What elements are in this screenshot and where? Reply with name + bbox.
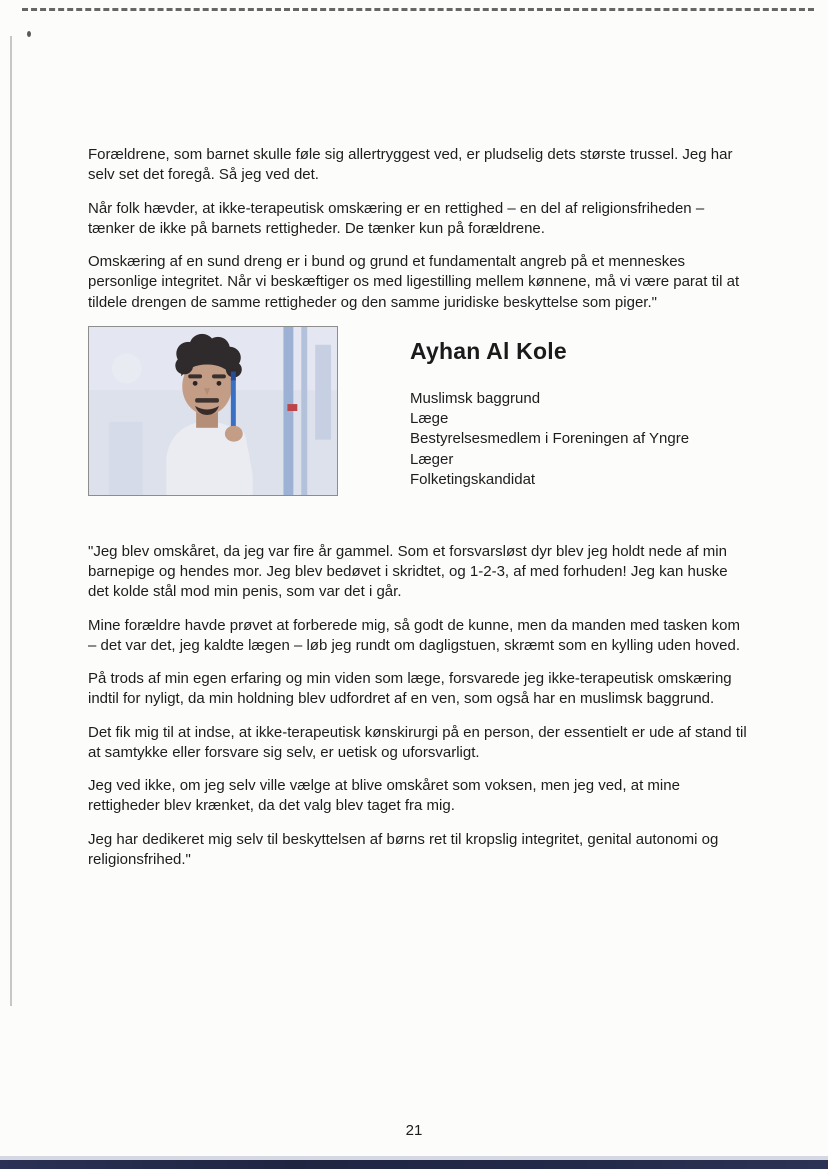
bio-line-occupation: Læge: [410, 410, 449, 428]
scan-artifact-top-edge: [22, 8, 814, 11]
testimony-paragraph-2: Mine forældre havde prøvet at forberede mig, så godt de kunne, men da manden med tasken kom – det var det, jeg kaldte lægen – løb jeg rundt om dagligstuen, skræmt som en kylling uden hoved.: [88, 616, 741, 654]
intro-paragraph-3: Omskæring af en sund dreng er i bund og grund et fundamentalt angreb på et menneskes personlige integritet. Når vi beskæftiger os med ligestilling mellem kønnene, må vi være parat til at tildele drengen de samme rettigheder og den samme juridiske beskyttelse som piger.": [88, 253, 740, 311]
portrait-photo: [88, 326, 338, 496]
profile-bio: [410, 389, 722, 490]
profile-section: [88, 326, 748, 496]
page-number: 21: [405, 1122, 423, 1139]
testimony-paragraph-6: Jeg har dedikeret mig selv til beskyttelsen af børns ret til kropslig integritet, genital autonomi og religionsfrihed.": [88, 830, 719, 868]
bio-line-background: Muslimsk baggrund: [410, 389, 541, 407]
page-content: [88, 145, 748, 883]
testimony-paragraph-4: Det fik mig til at indse, at ikke-terapeutisk kønskirurgi på en person, der essentielt er ude af stand til at samtykke eller forsvare sig selv, er uetisk og uforsvarligt.: [88, 723, 747, 761]
testimony-paragraph-5: Jeg ved ikke, om jeg selv ville vælge at blive omskåret som voksen, men jeg ved, at mine rettigheder blev krænket, da det valg blev taget fra mig.: [88, 777, 680, 815]
scan-artifact-left-edge: [10, 36, 12, 1006]
testimony-paragraph-1: "Jeg blev omskåret, da jeg var fire år gammel. Som et forsvarsløst dyr blev jeg holdt nede af min barnepige og hendes mor. Jeg blev bedøvet i skridtet, og 1-2-3, af med forhuden! Jeg kan huske det kolde stål mod min penis, som var det i går.: [88, 542, 728, 601]
profile-name: Ayhan Al Kole: [410, 337, 567, 364]
scan-artifact-bottom-edge: [0, 1160, 828, 1169]
profile-info: [410, 326, 722, 490]
intro-paragraph-2: Når folk hævder, at ikke-terapeutisk omskæring er en rettighed – en del af religionsfriheden – tænker de ikke på barnets rettigheder. De tænker kun på forældrene.: [88, 199, 705, 237]
bio-line-candidate: Folketingskandidat: [410, 470, 536, 488]
testimony-paragraph-3: På trods af min egen erfaring og min viden som læge, forsvarede jeg ikke-terapeutisk omskæring indtil for nyligt, da min holdning blev udfordret af en ven, som også har en muslimsk baggrund.: [88, 670, 732, 708]
scan-artifact-dot: [27, 31, 31, 37]
bio-line-board-member: Bestyrelsesmedlem i Foreningen af Yngre Læger: [410, 430, 690, 468]
portrait-photo-illustration: [89, 327, 337, 495]
intro-paragraph-1: Forældrene, som barnet skulle føle sig allertryggest ved, er pludselig dets største trussel. Jeg har selv set det foregå. Så jeg ved det.: [88, 146, 733, 184]
